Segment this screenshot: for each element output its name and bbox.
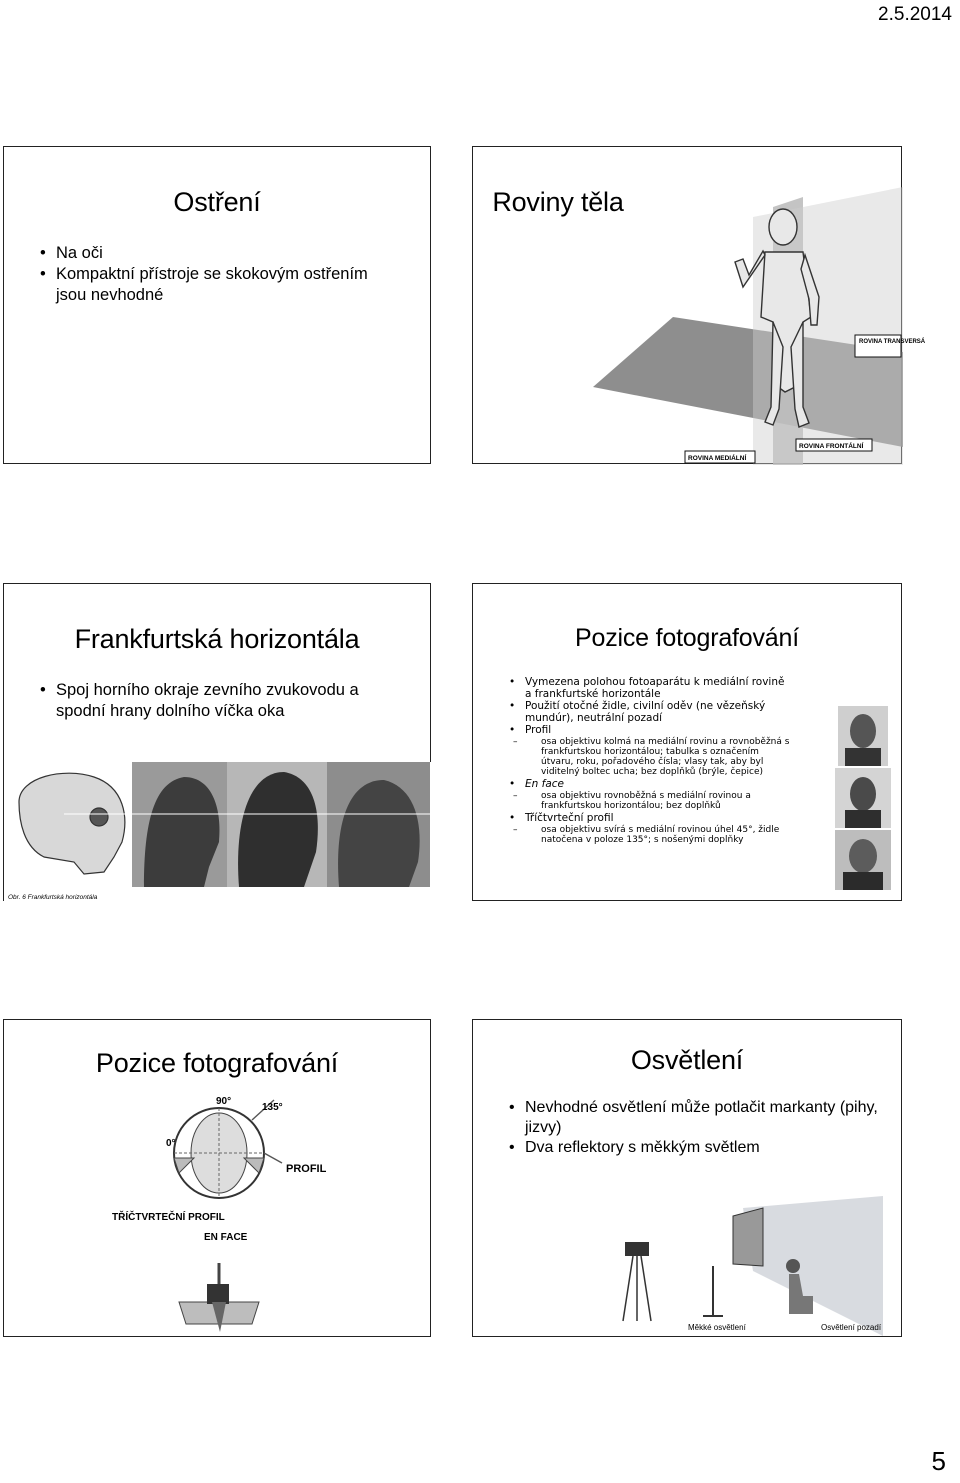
bullet-item: • Kompaktní přístroje se skokovým ostřením jsou nevhodné [38,264,398,306]
bullet-item: • Spoj horního okraje zevního zvukovodu a spodní hrany dolního víčka oka [38,680,398,722]
mugshot-photos [833,706,893,891]
slide-title: Ostření [173,187,261,217]
bullet-item [507,724,792,777]
sub-list [525,825,792,845]
sub-list [525,791,792,811]
bullet-item: • Vymezena polohou fotoaparátu k mediální rovině a frankfurtské horizontále [507,676,792,700]
label-90: 90° [216,1096,232,1107]
bullet-label: Profil [525,724,552,736]
bullet-label: En face [525,778,564,790]
figure-caption: Obr. 6 Frankfurtská horizontála [8,894,98,901]
bullet-item: • Na oči [38,243,398,264]
caption-soft-light: Měkké osvětlení [688,1323,746,1332]
slide-osvetleni [472,1019,902,1337]
label-transverse: ROVINA TRANSVERSÁ [859,339,926,345]
label-three-quarter: TŘÍČTVRTEČNÍ PROFIL [112,1212,225,1223]
bullet-list [38,680,398,722]
bullet-item [507,812,792,845]
caption-background-light: Osvětlení pozadí [821,1323,882,1332]
sub-item: – osa objektivu rovnoběžná s mediální rovinou a frankfurtskou horizontálou; bez doplňků [525,791,792,811]
bullet-label: Tříčtvrteční profil [525,812,614,824]
slide-title: Pozice fotografování [95,1048,339,1078]
label-135: 135° [262,1102,283,1113]
label-0: 0° [166,1138,176,1149]
bullet-list [507,676,792,846]
slide-title: Pozice fotografování [575,624,799,652]
camera-angle-diagram [4,1088,432,1338]
bullet-list [507,1098,887,1158]
body-planes-illustration [473,147,926,465]
page-number: 5 [931,1446,946,1476]
slide-ostreni [3,146,431,464]
slide-frankfurtska-horizontala [3,583,431,901]
slide-title: Roviny těla [492,187,624,217]
bullet-item: • Nevhodné osvětlení může potlačit markanty (pihy, jizvy) [507,1098,887,1138]
sub-item: – osa objektivu svírá s mediální rovinou úhel 45°, židle natočena v poloze 135°; s nošenými doplňky [525,825,792,845]
header-date: 2.5.2014 [878,4,952,25]
slide-title: Frankfurtská horizontála [74,624,360,654]
bullet-item: • Použití otočné židle, civilní oděv (ne vězeňský mundúr), neutrální pozadí [507,700,792,724]
bullet-list [38,243,398,306]
sub-list [525,737,792,777]
bullet-item: • Dva reflektory s měkkým světlem [507,1138,887,1158]
bullet-item [507,778,792,811]
slide-title: Osvětlení [630,1045,744,1075]
label-en-face: EN FACE [204,1232,248,1243]
sub-item: – osa objektivu kolmá na mediální rovinu a rovnoběžná s frankfurtskou horizontálou; tabulka s označením útvaru, roku, pořadového čísla; vlasy tak, aby byl viditelný boltec ucha; bez doplňků (brýle, čepice) [525,737,792,777]
slide-pozice-fotografovani [472,583,902,901]
slide-roviny-tela [472,146,926,464]
skull-and-profiles-photo [4,762,432,902]
label-frontal: ROVINA FRONTÁLNÍ [799,443,864,450]
slide-pozice-fotografovani-diagram [3,1019,431,1337]
label-profil: PROFIL [286,1163,327,1175]
label-medial: ROVINA MEDIÁLNÍ [688,455,747,462]
lighting-illustration [473,1196,903,1336]
